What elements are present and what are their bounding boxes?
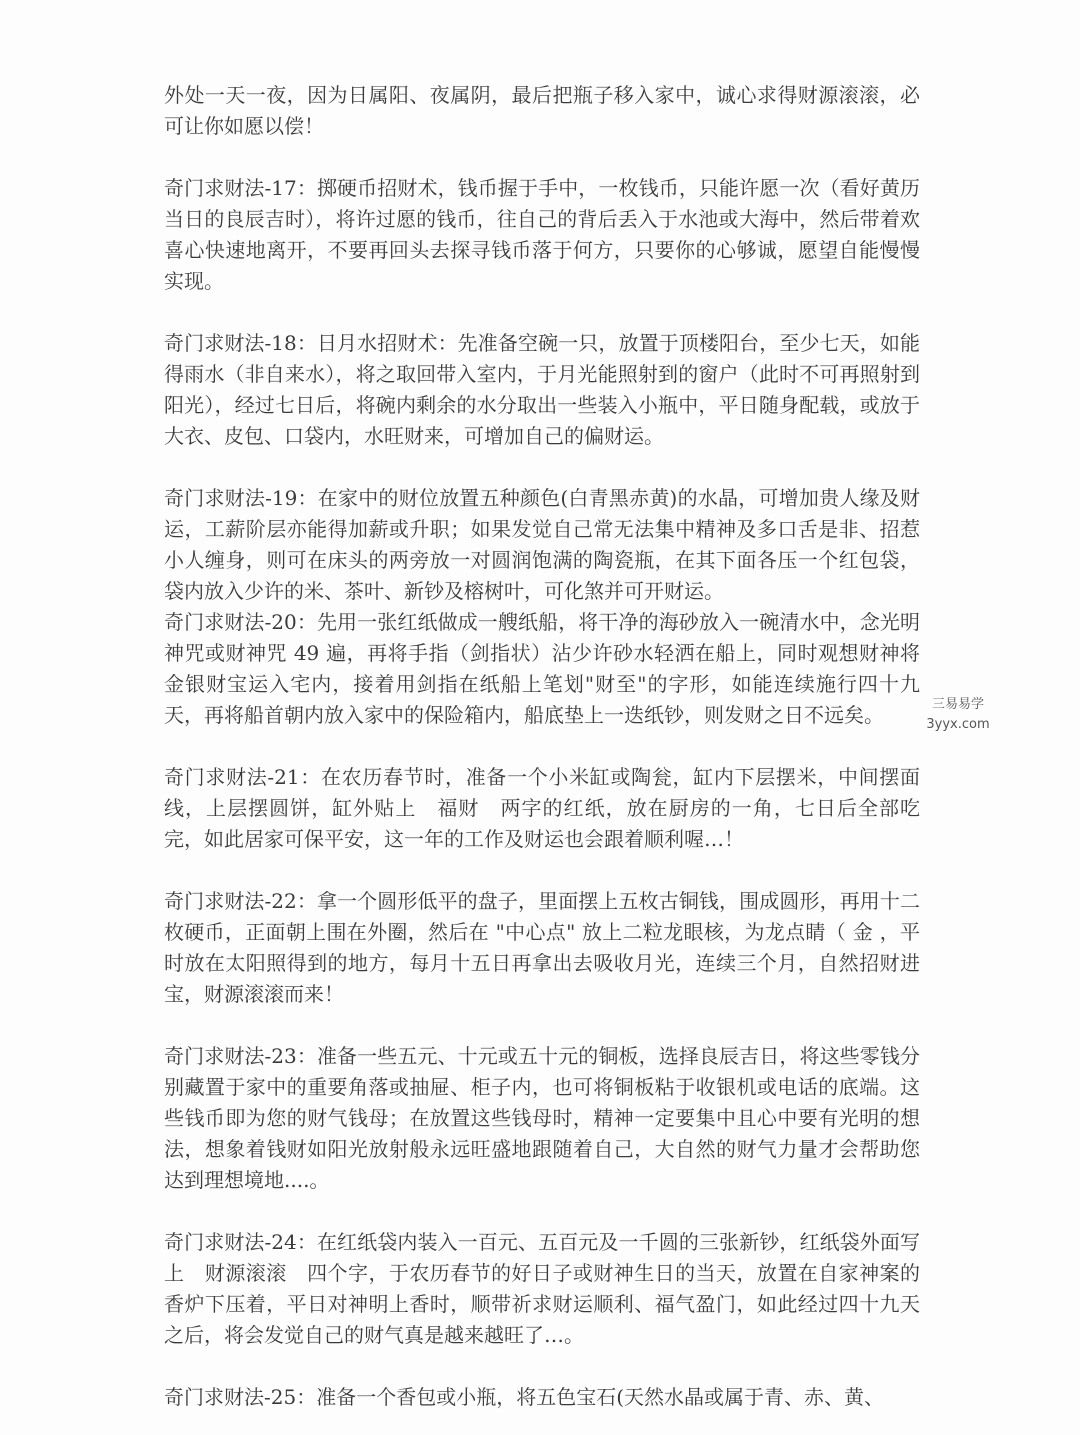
paragraph-method-25: 奇门求财法-25：准备一个香包或小瓶，将五色宝石(天然水晶或属于青、赤、黄、 <box>164 1385 885 1409</box>
site-watermark <box>918 695 998 735</box>
paragraph-method-17: 奇门求财法-17：掷硬币招财术，钱币握于手中，一枚钱币，只能许愿一次（看好黄历当日的良辰吉时），将许过愿的钱币，往自己的背后丢入于水池或大海中，然后带着欢喜心快速地离开，不要再回头去探寻钱币落于何方，只要你的心够诚，愿望自能慢慢实现。 <box>164 176 920 293</box>
paragraph-method-18: 奇门求财法-18：日月水招财术：先准备空碗一只，放置于顶楼阳台，至少七天，如能得雨水（非自来水），将之取回带入室内，于月光能照射到的窗户（此时不可再照射到阳光），经过七日后，将碗内剩余的水分取出一些装入小瓶中，平日随身配载，或放于大衣、皮包、口袋内，水旺财来，可增加自己的偏财运。 <box>164 331 920 448</box>
watermark-site-name: 三易易学 <box>931 697 984 712</box>
paragraph-method-20: 奇门求财法-20：先用一张红纸做成一艘纸船，将干净的海砂放入一碗清水中，念光明神咒或财神咒 49 遍，再将手指（剑指状）沾少许砂水轻洒在船上，同时观想财神将金银财宝运入宅内，接着用剑指在纸船上笔划"财至"的字形，如能连续施行四十九天，再将船首朝内放入家中的保险箱内，船底垫上一迭纸钞，则发财之日不远矣。 <box>164 610 920 727</box>
article-body <box>164 80 920 1413</box>
paragraph-method-19: 奇门求财法-19：在家中的财位放置五种颜色(白青黑赤黄)的水晶，可增加贵人缘及财运，工薪阶层亦能得加薪或升职；如果发觉自己常无法集中精神及多口舌是非、招惹小人缠身，则可在床头的两旁放一对圆润饱满的陶瓷瓶，在其下面各压一个红包袋，袋内放入少许的米、茶叶、新钞及榕树叶，可化煞并可开财运。 <box>164 486 920 603</box>
paragraph-method-23: 奇门求财法-23：准备一些五元、十元或五十元的铜板，选择良辰吉日，将这些零钱分别藏置于家中的重要角落或抽屉、柜子内，也可将铜板粘于收银机或电话的底端。这些钱币即为您的财气钱母；在放置这些钱母时，精神一定要集中且心中要有光明的想法，想象着钱财如阳光放射般永远旺盛地跟随着自己，大自然的财气力量才会帮助您达到理想境地....。 <box>164 1044 920 1192</box>
paragraph-method-21: 奇门求财法-21：在农历春节时，准备一个小米缸或陶瓮，缸内下层摆米，中间摆面线，上层摆圆饼，缸外贴上 福财 两字的红纸，放在厨房的一角，七日后全部吃完，如此居家可保平安，这一年的工作及财运也会跟着顺利喔…！ <box>164 765 920 851</box>
watermark-site-url: 3yyx.com <box>926 717 990 732</box>
paragraph-intro: 外处一天一夜，因为日属阳、夜属阴，最后把瓶子移入家中，诚心求得财源滚滚，必可让你如愿以偿！ <box>164 83 920 138</box>
paragraph-method-22: 奇门求财法-22：拿一个圆形低平的盘子，里面摆上五枚古铜钱，围成圆形，再用十二枚硬币，正面朝上围在外圈，然后在 "中心点" 放上二粒龙眼核，为龙点睛（ 金 ，平时放在太阳照得到的地方，每月十五日再拿出去吸收月光，连续三个月，自然招财进宝，财源滚滚而来！ <box>164 889 920 1006</box>
paragraph-method-24: 奇门求财法-24：在红纸袋内装入一百元、五百元及一千圆的三张新钞，红纸袋外面写上 财源滚滚 四个字，于农历春节的好日子或财神生日的当天，放置在自家神案的香炉下压着，平日对神明上香时，顺带祈求财运顺利、福气盈门，如此经过四十九天之后，将会发觉自己的财气真是越来越旺了…。 <box>164 1230 920 1347</box>
